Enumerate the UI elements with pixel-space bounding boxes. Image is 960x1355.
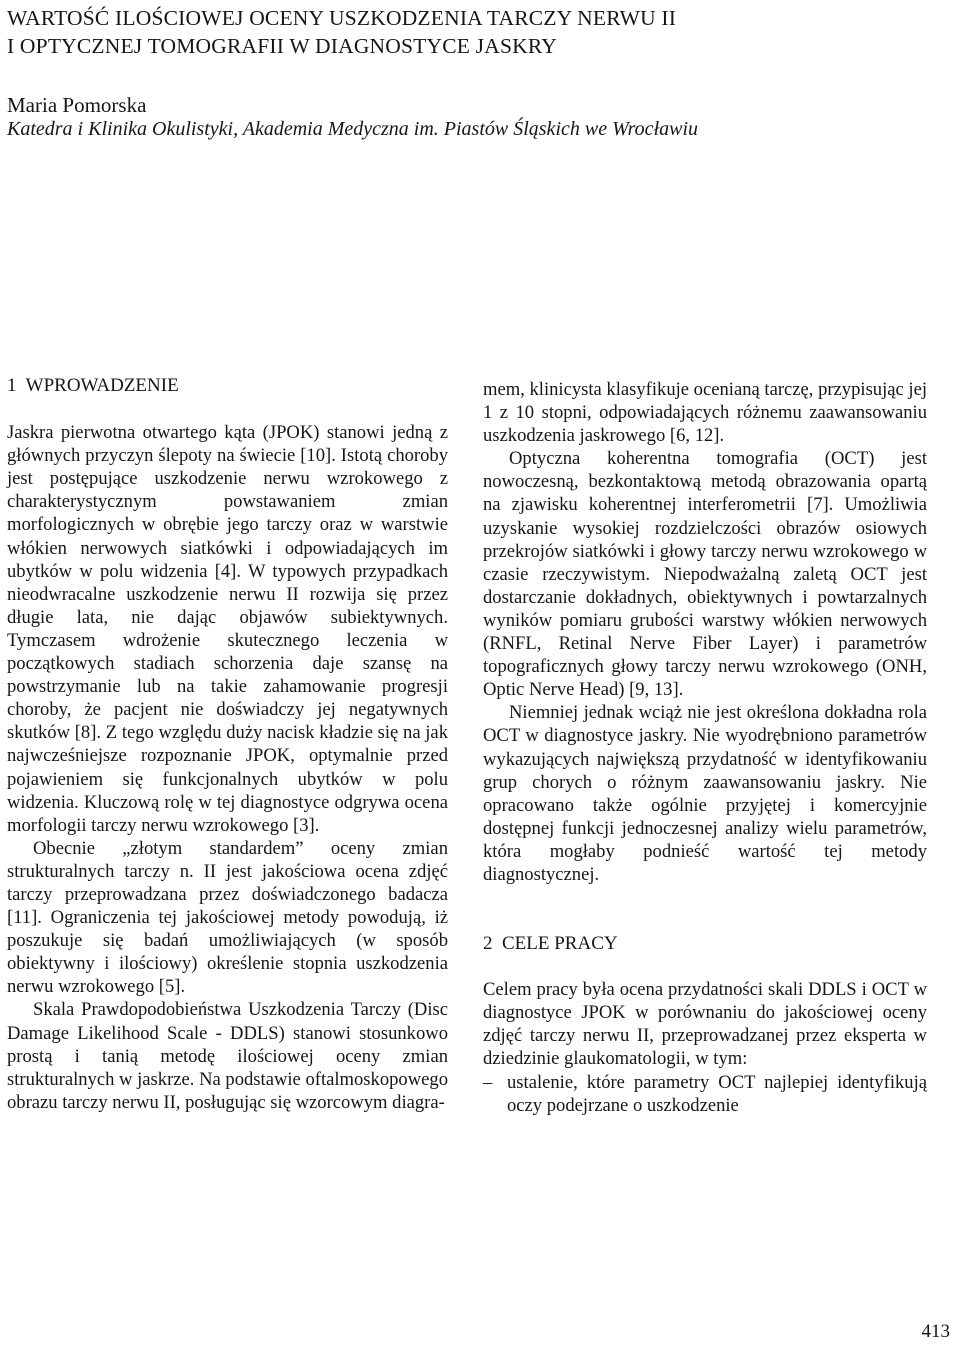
intro-paragraph-1: Jaskra pierwotna otwartego kąta (JPOK) stanowi jedną z głównych przyczyn ślepoty na świecie [10]. Istotą choroby jest postępujące uszkodzenie nerwu wzrokowego z charakterystycznym powstawaniem zmian morfologicznych w obrębie jego tarczy oraz w warstwie włókien nerwowych siatkówki i odpowiadających im ubytków w polu widzenia [4]. W typowych przypadkach nieodwracalne uszkodzenie nerwu II rozwija się przez długie lata, nie dając objawów subiektywnych. Tymczasem wdrożenie skutecznego leczenia w początkowych stadiach schorzenia daje szansę na powstrzymanie lub na takie zahamowanie progresji choroby, że pacjent nie doświadczy jej negatywnych skutków [8]. Z tego względu duży nacisk kładzie się na jak najwcześniejsze rozpoznanie JPOK, optymalnie przed pojawieniem się funkcjonalnych ubytków w polu widzenia. Kluczową rolę w tej diagnostyce odgrywa ocena morfologii tarczy nerwu wzrokowego [3]. bbox=[7, 422, 448, 836]
intro-paragraph-2: Obecnie „złotym standardem” oceny zmian strukturalnych tarczy n. II jest jakościowa ocena zdjęć tarczy przeprowadzana przez doświadczonego badacza [11]. Ograniczenia tej jakościowej metody powodują, iż poszukuje się badań umożliwiających (w sposób obiektywny i ilościowy) określenie stopnia uszkodzenia nerwu wzrokowego [5]. bbox=[7, 837, 448, 998]
author-name: Maria Pomorska bbox=[7, 93, 147, 117]
section-heading-aims: 2 CELE PRACY bbox=[483, 933, 618, 955]
intro-paragraph-3-continued: mem, klinicysta klasyfikuje ocenianą tarczę, przypisując jej 1 z 10 stopni, odpowiadających różnemu zaawansowaniu uszkodzenia jaskrowego [6, 12]. bbox=[483, 379, 928, 447]
left-column bbox=[7, 374, 448, 1114]
intro-paragraph-3: Skala Prawdopodobieństwa Uszkodzenia Tarczy (Disc Damage Likelihood Scale - DDLS) stanowi stosunkowo prostą i tanią metodę ilościowej oceny zmian strukturalnych w jaskrze. Na podstawie oftalmoskopowego obrazu tarczy nerwu II, posługując się wzorcowym diagra- bbox=[7, 999, 448, 1113]
dash-bullet: – bbox=[483, 1071, 493, 1093]
author-affiliation: Katedra i Klinika Okulistyki, Akademia Medyczna im. Piastów Śląskich we Wrocławiu bbox=[7, 118, 699, 140]
spacer bbox=[7, 397, 448, 421]
intro-paragraph-4: Optyczna koherentna tomografia (OCT) jest nowoczesną, bezkontaktową metodą obrazowania opartą na zjawisku koherentnej interferometrii [7]. Umożliwia uzyskanie wysokiej rozdzielczości obrazów osiowych przekrojów siatkówki i głowy tarczy nerwu wzrokowego w czasie rzeczywistym. Niepodważalną zaletą OCT jest dostarczanie dokładnych, obiektywnych i powtarzalnych wyników pomiaru grubości warstwy włókien nerwowych (RNFL, Retinal Nerve Fiber Layer) i parametrów topograficznych głowy tarczy nerwu wzrokowego (ONH, Optic Nerve Head) [9, 13]. bbox=[483, 448, 927, 701]
paper-title: WARTOŚĆ ILOŚCIOWEJ OCENY USZKODZENIA TARCZY NERWU II I OPTYCZNEJ TOMOGRAFII W DIAGNOSTYCE JASKRY bbox=[7, 6, 677, 58]
page-number: 413 bbox=[921, 1321, 950, 1342]
intro-paragraph-5: Niemniej jednak wciąż nie jest określona dokładna rola OCT w diagnostyce jaskry. Nie wyodrębniono parametrów wykazujących największą przydatność w identyfikowaniu grup chorych o różnym zaawansowaniu jaskry. Nie opracowano także ogólnie przyjętej i komercyjnie dostępnej funkcji jednoczesnej analizy wielu parametrów, która mogłaby podnieść wartość tej metody diagnostycznej. bbox=[483, 702, 927, 885]
aims-paragraph: Celem pracy była ocena przydatności skali DDLS i OCT w diagnostyce JPOK w porównaniu do jakościowej oceny zdjęć tarczy nerwu II, przeprowadzanej przez eksperta w dziedzinie glaukomatologii, w tym: bbox=[483, 979, 927, 1070]
aims-list-item bbox=[483, 1071, 927, 1117]
spacer bbox=[483, 886, 927, 932]
right-column bbox=[483, 378, 927, 1117]
aims-list-item-text: ustalenie, które parametry OCT najlepiej identyfikują oczy podejrzane o uszkodzenie bbox=[507, 1071, 927, 1116]
section-heading-introduction: 1 WPROWADZENIE bbox=[7, 375, 179, 396]
spacer bbox=[483, 955, 927, 978]
